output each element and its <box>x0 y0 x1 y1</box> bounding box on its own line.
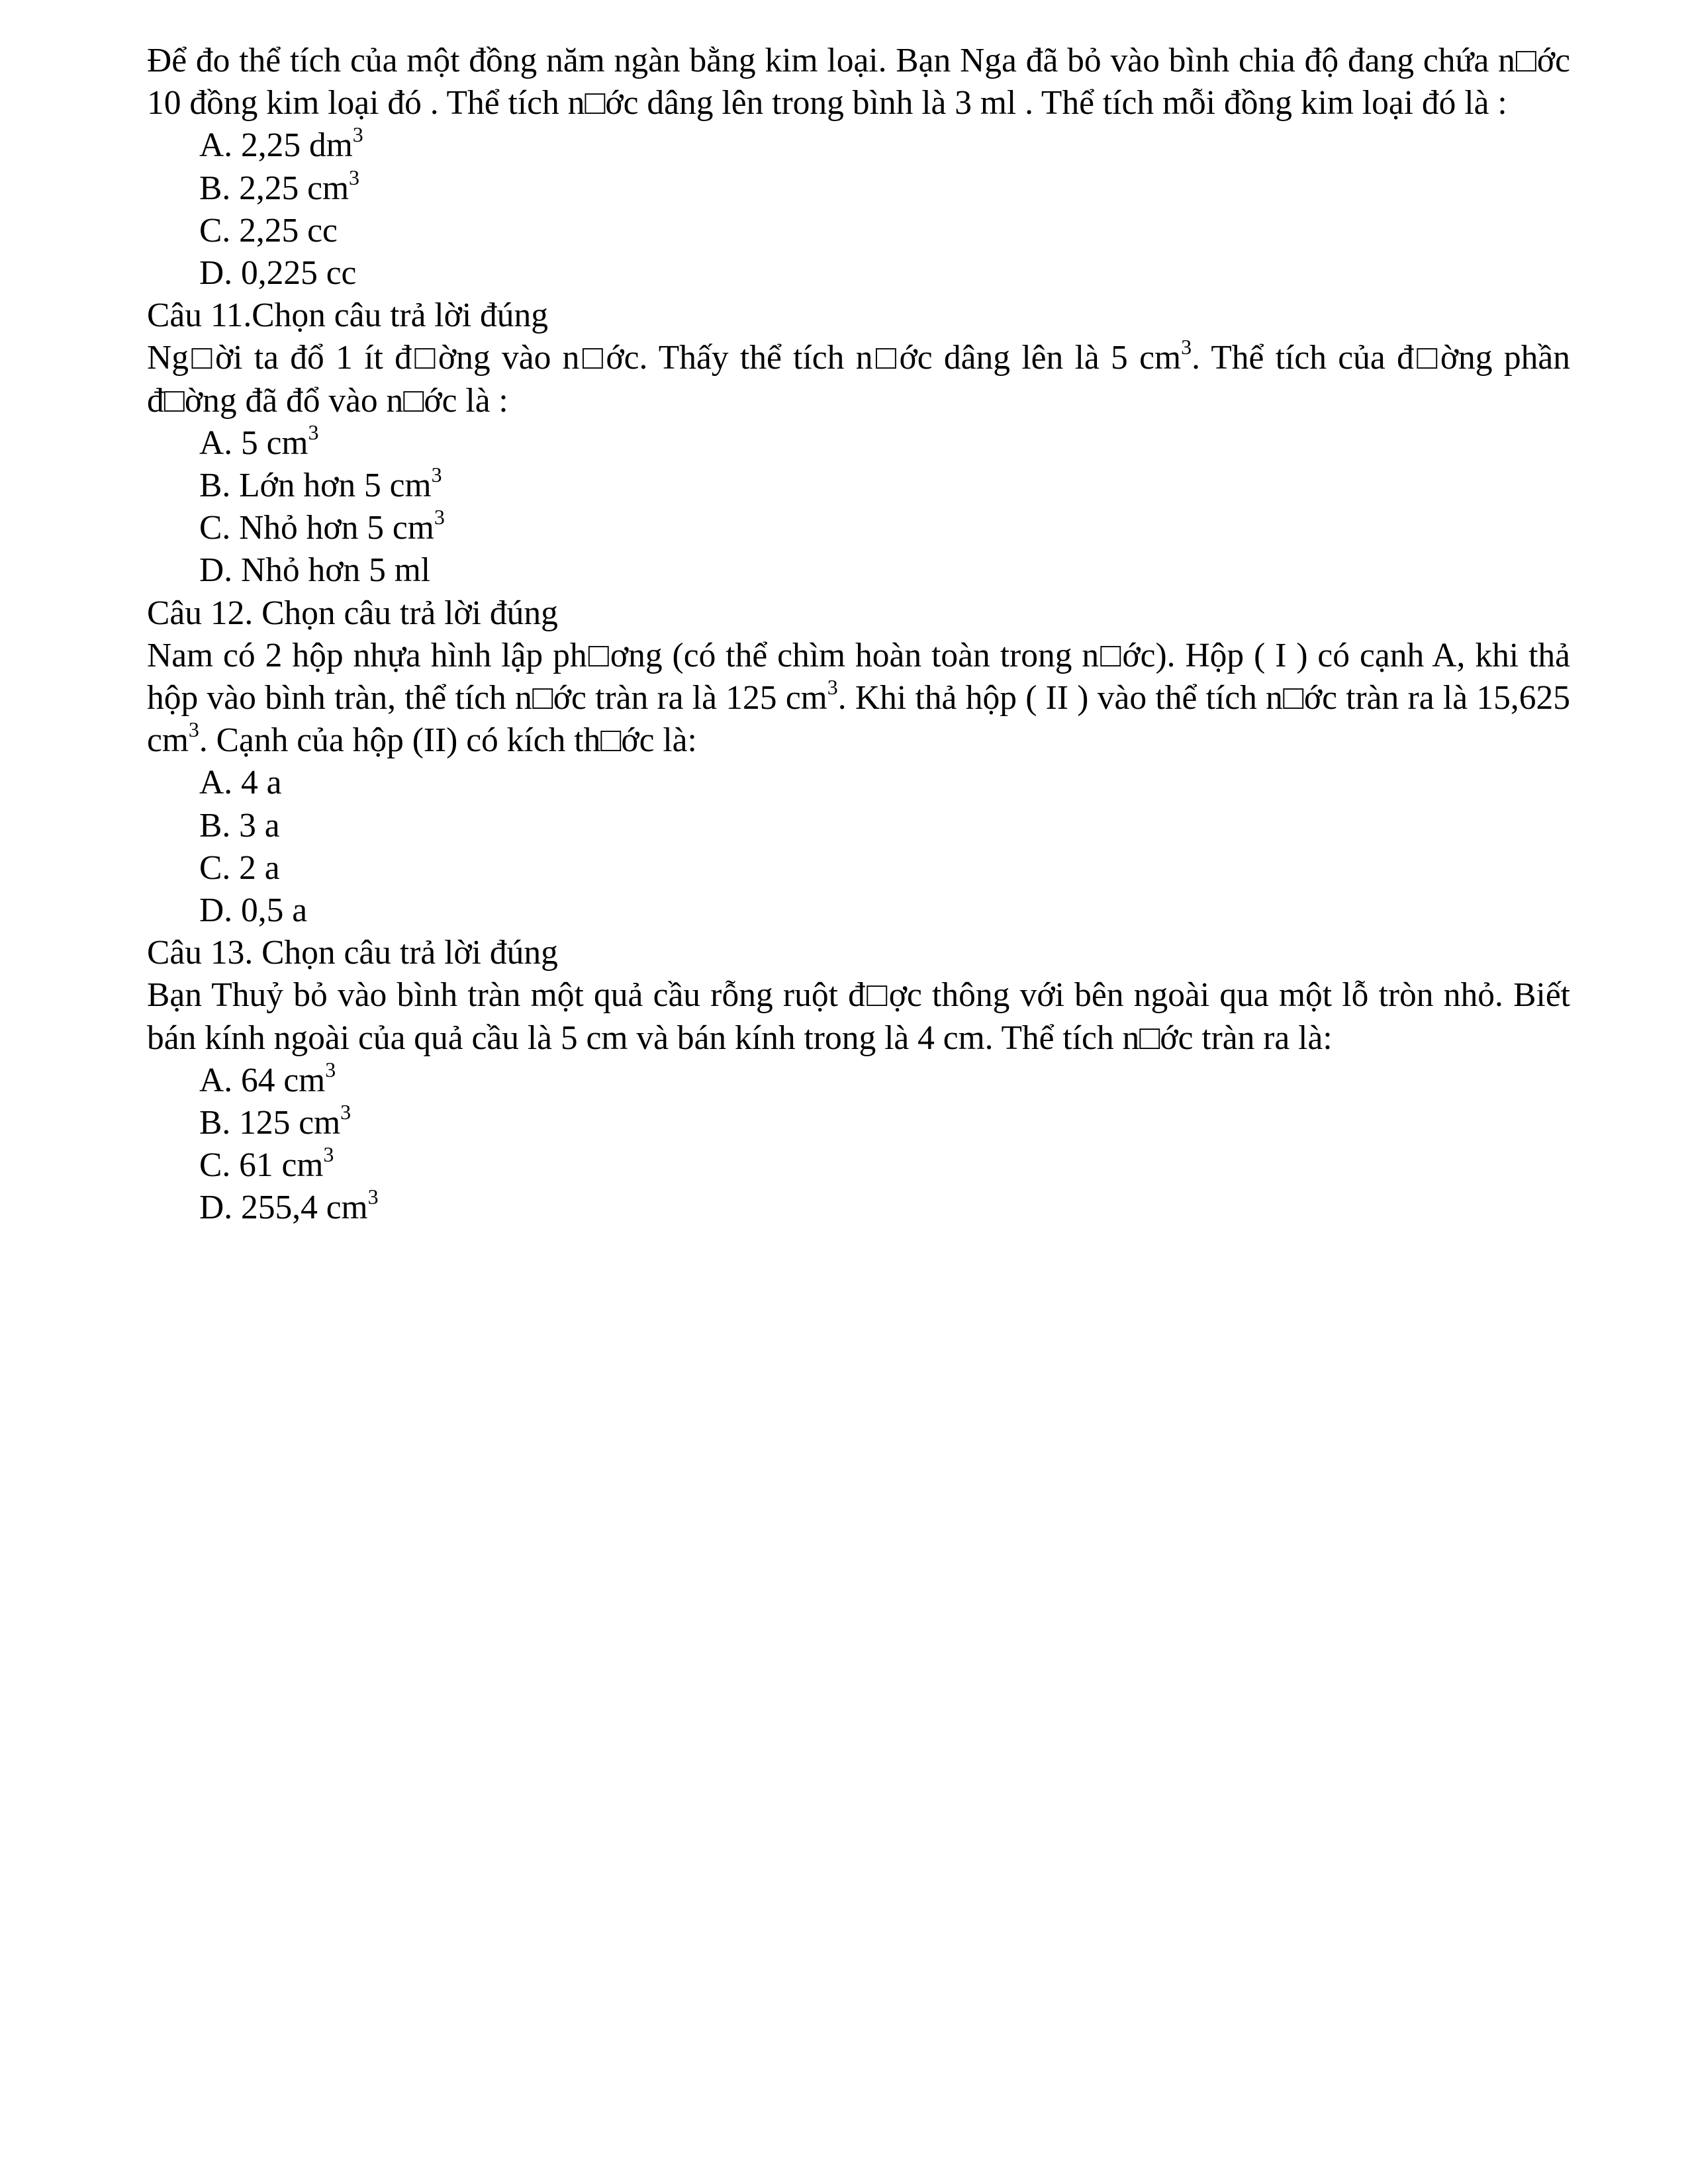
option-a: A. 2,25 $dm^3$ <box>199 122 363 165</box>
superscript: 3 <box>352 122 363 147</box>
option-d: D. 0,225 cc <box>199 254 357 293</box>
question-text: Bạn Thuỷ bỏ vào bình tràn một quả cầu rỗng ruột đ□ợc thông với bên ngoài qua một lỗ tròn nhỏ. Biết bán kính ngoài của quả cầu là 5 cm và bán kính trong là 4 cm. Thể tích n□ớc tràn ra là: <box>147 976 1570 1057</box>
question-11 <box>147 295 1570 592</box>
question-heading: Câu 11.Chọn câu trả lời đúng <box>147 296 549 335</box>
option-a: A. 5 $cm^3$ <box>199 420 319 462</box>
superscript: 3 <box>349 165 360 189</box>
superscript: 3 <box>188 717 199 742</box>
question-13 <box>147 932 1570 1229</box>
superscript: 3 <box>340 1100 352 1124</box>
superscript: 3 <box>325 1057 336 1081</box>
question-heading: Câu 13. Chọn câu trả lời đúng <box>147 934 558 972</box>
superscript: 3 <box>1181 335 1192 359</box>
option-d: D. 255,4 $cm^3$ <box>199 1185 379 1227</box>
question-text: Để đo thể tích của một đồng năm ngàn bằng kim loại. Bạn Nga đã bỏ vào bình chia độ đang chứa n□ớc 10 đồng kim loại đó . Thể tích n□ớc dâng lên trong bình là 3 ml . Thể tích mỗi đồng kim loại đó là : <box>147 42 1570 122</box>
superscript: 3 <box>308 420 319 444</box>
superscript: 3 <box>434 505 445 529</box>
option-c: C. 2 a <box>199 848 280 887</box>
superscript: 3 <box>367 1185 379 1209</box>
option-b: B. 3 a <box>199 806 280 844</box>
superscript: 3 <box>827 675 838 700</box>
question-intro <box>147 40 1570 295</box>
question-heading: Câu 12. Chọn câu trả lời đúng <box>147 594 558 632</box>
question-text: Nam có 2 hộp nhựa hình lập ph□ơng (có thể chìm hoàn toàn trong n□ớc). Hộp ( I ) có cạnh A, khi thả hộp vào bình tràn, thể tích n□ớc tràn ra là 125 $cm^3$. Khi thả hộp ( II ) vào thể tích n□ớc tràn ra là 15,625 $cm^3$. Cạnh của hộp (II) có kích th□ớc là: <box>147 636 1570 760</box>
superscript: 3 <box>323 1142 334 1167</box>
question-text: Ng□ời ta đổ 1 ít đ□ờng vào n□ớc. Thấy thể tích n□ớc dâng lên là 5 $cm^3$. Thể tích của đ□ờng phần đ□ờng đã đổ vào n□ớc là : <box>147 335 1570 420</box>
document-page <box>147 40 1570 1230</box>
option-d: D. Nhỏ hơn 5 ml <box>199 551 431 590</box>
option-c: C. 2,25 cc <box>199 211 338 250</box>
option-b: B. 2,25 $cm^3$ <box>199 165 360 207</box>
option-b: B. Lớn hơn 5 $cm^3$ <box>199 463 442 505</box>
option-c: C. Nhỏ hơn 5 $cm^3$ <box>199 505 445 547</box>
option-a: A. 64 $cm^3$ <box>199 1057 336 1099</box>
option-a: A. 4 a <box>199 764 282 802</box>
option-b: B. 125 $cm^3$ <box>199 1100 352 1142</box>
option-c: C. 61 $cm^3$ <box>199 1142 334 1185</box>
superscript: 3 <box>431 463 442 487</box>
question-12 <box>147 592 1570 933</box>
option-d: D. 0,5 a <box>199 891 308 930</box>
